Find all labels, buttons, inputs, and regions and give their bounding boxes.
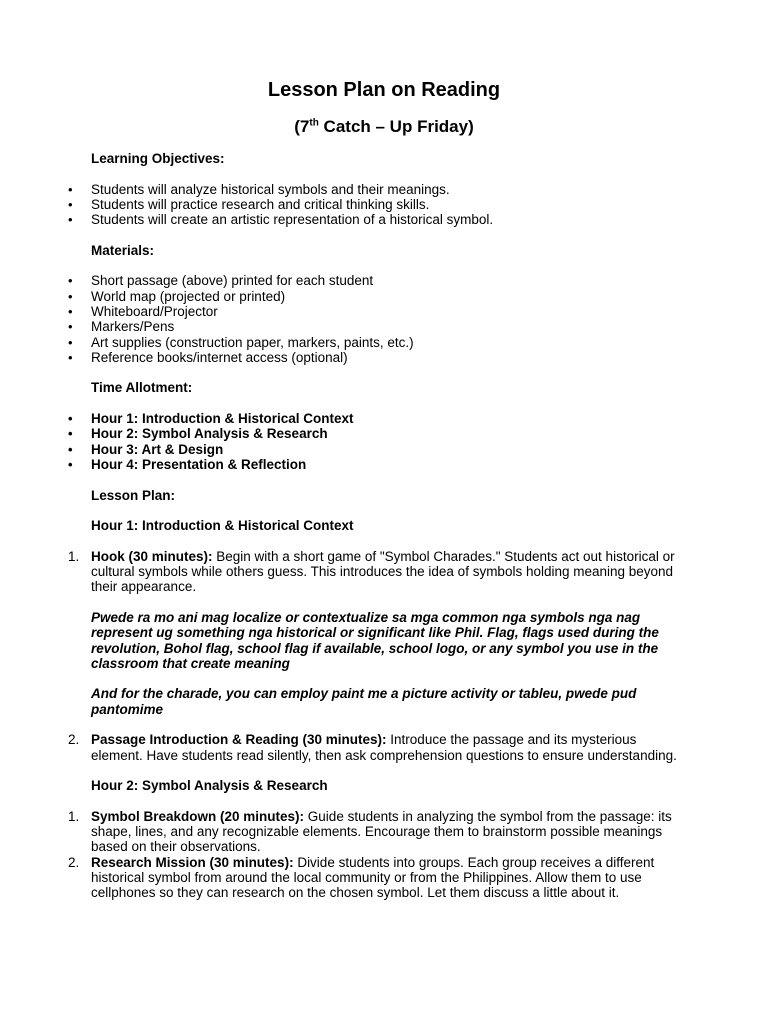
hour2-list [68, 808, 691, 901]
list-item: • Students will analyze historical symbols and their meanings. [68, 181, 450, 197]
list-item: • Markers/Pens [68, 319, 175, 335]
item-text: Divide students into groups. Each group receives a different historical symbol from around the local community or from the Philippines. Allow them to use cellphones so they can research on the chosen symbol. Let them discuss a little about it. [91, 854, 655, 901]
subtitle-suffix: Catch – Up Friday) [318, 117, 474, 136]
bullet-icon: • [68, 303, 73, 319]
bullet-icon: • [68, 411, 73, 427]
teacher-note: Pwede ra mo ani mag localize or contextualize sa mga common nga symbols nga nag represent ug something nga historical or significant like Phil. Flag, flags used during the revolution, Bohol flag, school flag if available, school logo, or any symbol you use in the classroom that create meaning [91, 609, 659, 671]
bullet-icon: • [68, 456, 73, 472]
list-item [68, 808, 691, 855]
item-label: Symbol Breakdown (20 minutes): [91, 808, 305, 824]
subtitle-prefix: (7 [294, 117, 310, 136]
list-item: • Hour 3: Art & Design [68, 441, 224, 457]
list-item: • Students will practice research and critical thinking skills. [68, 196, 430, 212]
item-label: Research Mission (30 minutes): [91, 854, 294, 870]
item-text: Begin with a short game of "Symbol Charades." Students act out historical or cultural symbols while others guess. This introduces the idea of symbols holding meaning beyond their appearance. [91, 548, 675, 595]
bullet-icon: • [68, 181, 73, 197]
page-subtitle [0, 115, 768, 139]
bullet-icon: • [68, 212, 73, 228]
list-item: • Short passage (above) printed for each student [68, 273, 374, 289]
list-item: • Hour 1: Introduction & Historical Context [68, 411, 354, 427]
item-text: Introduce the passage and its mysterious element. Have students read silently, then ask comprehension questions to ensure understanding. [91, 732, 677, 763]
list-item: • Reference books/internet access (optional) [68, 349, 348, 365]
list-item [68, 732, 691, 763]
list-number: 2. [68, 732, 80, 748]
list-item: • World map (projected or printed) [68, 288, 286, 304]
bullet-icon: • [68, 273, 73, 289]
materials-list [68, 273, 691, 365]
item-label: Passage Introduction & Reading (30 minutes): [91, 732, 387, 748]
hour2-heading: Hour 2: Symbol Analysis & Research [91, 778, 328, 794]
lesson-plan-heading: Lesson Plan: [91, 487, 176, 503]
item-text: Guide students in analyzing the symbol from the passage: its shape, lines, and any recognizable elements. Encourage them to brainstorm possible meanings based on their observations. [91, 808, 672, 855]
list-item: • Students will create an artistic representation of a historical symbol. [68, 212, 494, 228]
page-title: Lesson Plan on Reading [267, 79, 501, 101]
bullet-icon: • [68, 288, 73, 304]
bullet-icon: • [68, 441, 73, 457]
bullet-icon: • [68, 334, 73, 350]
list-item [68, 854, 691, 901]
objectives-heading: Learning Objectives: [91, 151, 225, 166]
list-number: 1. [68, 808, 80, 824]
time-allotment-list [68, 411, 691, 472]
item-label: Hook (30 minutes): [91, 548, 213, 564]
list-number: 2. [68, 854, 80, 870]
materials-heading: Materials: [91, 242, 155, 258]
time-allotment-heading: Time Allotment: [91, 380, 193, 396]
subtitle-superscript: th [309, 117, 319, 129]
document-body [68, 151, 691, 901]
list-item [68, 548, 691, 733]
list-item: • Art supplies (construction paper, markers, paints, etc.) [68, 334, 414, 350]
hour1-heading: Hour 1: Introduction & Historical Context [91, 518, 354, 534]
objectives-list [68, 181, 691, 228]
bullet-icon: • [68, 349, 73, 365]
hour1-list [68, 548, 691, 763]
bullet-icon: • [68, 196, 73, 212]
list-number: 1. [68, 548, 80, 564]
list-item: • Whiteboard/Projector [68, 303, 218, 319]
teacher-note: And for the charade, you can employ paint me a picture activity or tableu, pwede pud pantomime [91, 686, 637, 717]
list-item: • Hour 4: Presentation & Reflection [68, 456, 307, 472]
bullet-icon: • [68, 426, 73, 442]
bullet-icon: • [68, 319, 73, 335]
list-item: • Hour 2: Symbol Analysis & Research [68, 426, 328, 442]
